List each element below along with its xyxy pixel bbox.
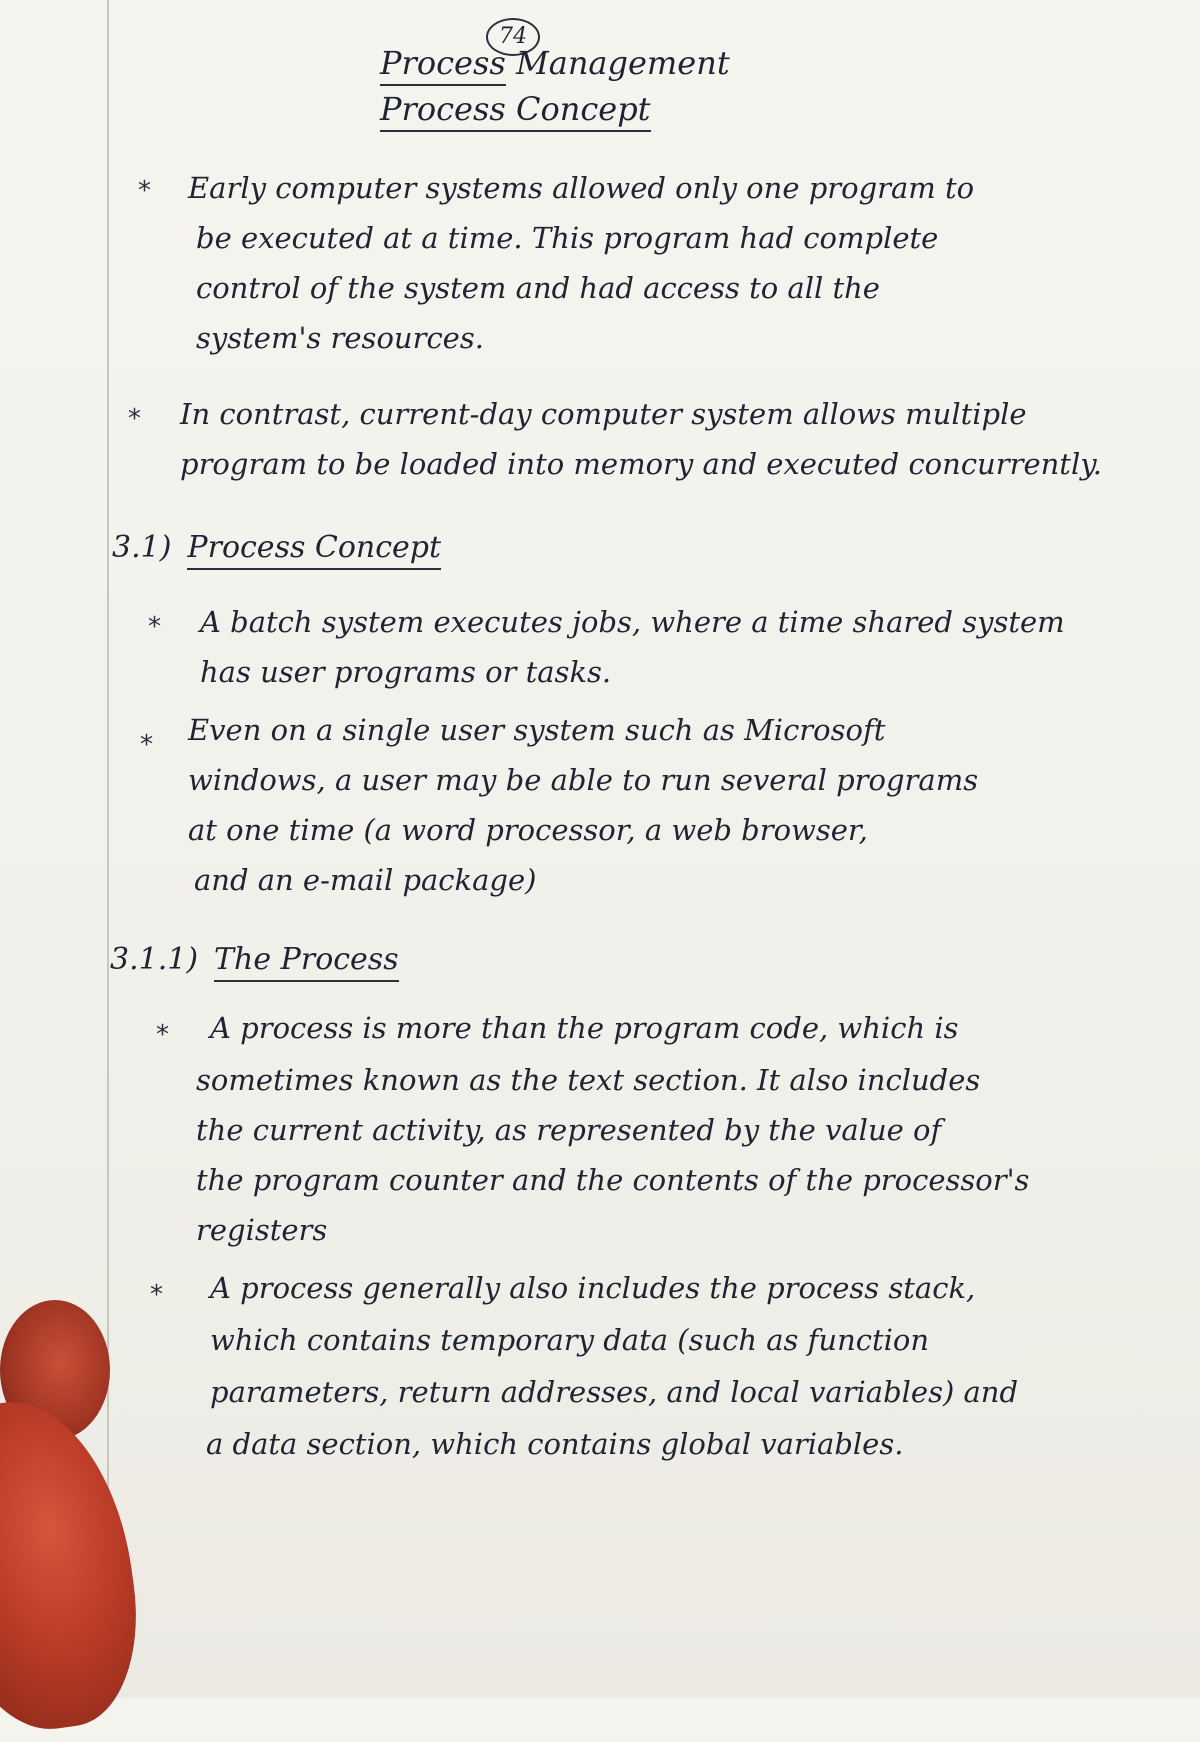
text-line: Early computer systems allowed only one program to bbox=[188, 171, 975, 205]
section-heading-3-1-1 bbox=[110, 942, 399, 977]
section-number: 3.1.1) bbox=[110, 942, 199, 977]
text-line: which contains temporary data (such as function bbox=[210, 1323, 930, 1357]
bullet-marker: * bbox=[150, 1280, 163, 1310]
margin-line bbox=[107, 0, 109, 1698]
bullet-marker: * bbox=[128, 404, 141, 434]
text-line: system's resources. bbox=[196, 321, 484, 355]
text-line: and an e-mail package) bbox=[194, 863, 537, 897]
text-line: control of the system and had access to all the bbox=[196, 271, 880, 305]
text-line: a data section, which contains global variables. bbox=[206, 1427, 904, 1461]
text-line: windows, a user may be able to run several programs bbox=[188, 763, 979, 797]
text-line: Even on a single user system such as Microsoft bbox=[188, 713, 886, 747]
page-title bbox=[380, 44, 840, 82]
title-word-management: Management bbox=[515, 44, 730, 82]
text-line: registers bbox=[196, 1213, 328, 1247]
section-number: 3.1) bbox=[112, 530, 172, 565]
text-line: A batch system executes jobs, where a time shared system bbox=[200, 605, 1065, 639]
text-line: sometimes known as the text section. It also includes bbox=[196, 1063, 981, 1097]
text-line: at one time (a word processor, a web browser, bbox=[188, 813, 868, 847]
text-line: be executed at a time. This program had complete bbox=[196, 221, 939, 255]
text-line: A process is more than the program code, which is bbox=[210, 1011, 959, 1045]
bullet-marker: * bbox=[138, 176, 151, 206]
text-line: has user programs or tasks. bbox=[200, 655, 612, 689]
text-line: A process generally also includes the process stack, bbox=[210, 1271, 976, 1305]
subtitle-text: Process Concept bbox=[380, 90, 651, 132]
text-line: program to be loaded into memory and executed concurrently. bbox=[180, 447, 1102, 481]
bullet-marker: * bbox=[148, 612, 161, 642]
text-line: parameters, return addresses, and local variables) and bbox=[210, 1375, 1019, 1409]
bullet-marker: * bbox=[140, 730, 153, 760]
title-word-process: Process bbox=[380, 44, 506, 86]
section-title: The Process bbox=[214, 942, 399, 982]
page-subtitle bbox=[380, 90, 840, 128]
bullet-marker: * bbox=[156, 1020, 169, 1050]
section-heading-3-1 bbox=[112, 530, 441, 565]
text-line: the program counter and the contents of the processor's bbox=[196, 1163, 1030, 1197]
section-title: Process Concept bbox=[187, 530, 441, 570]
page-number: 74 bbox=[486, 18, 540, 56]
thumb-photo-artifact bbox=[0, 1388, 152, 1741]
text-line: In contrast, current-day computer system allows multiple bbox=[180, 397, 1027, 431]
text-line: the current activity, as represented by the value of bbox=[196, 1113, 942, 1147]
